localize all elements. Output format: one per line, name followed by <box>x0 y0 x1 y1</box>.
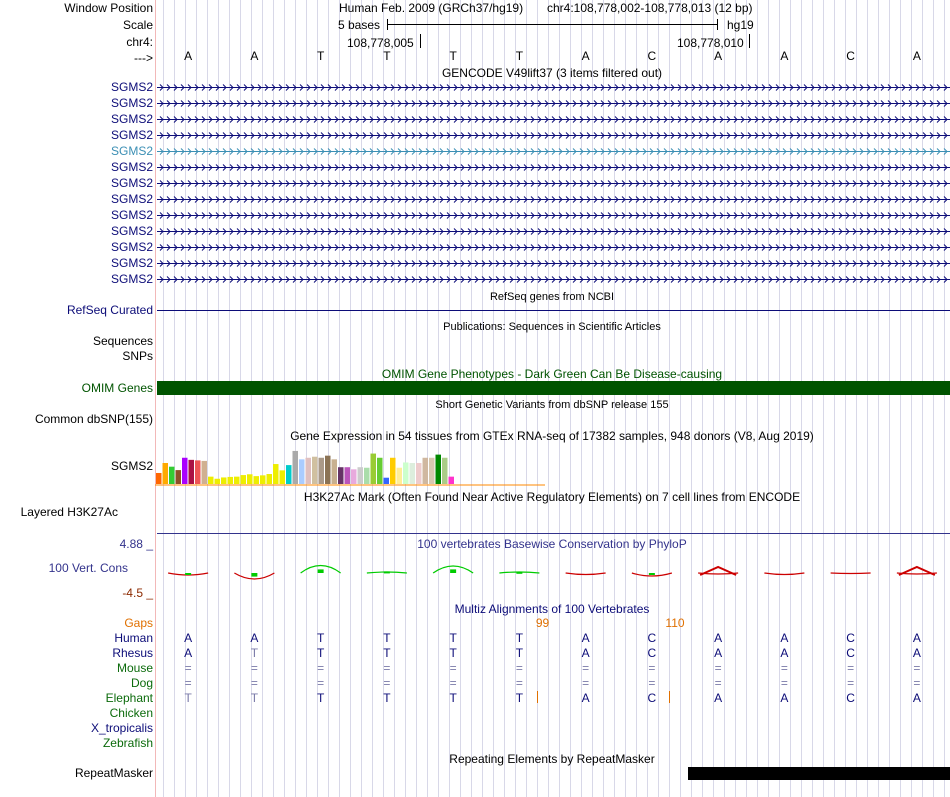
alignment-base: T <box>250 646 259 660</box>
gap-marker <box>537 691 538 703</box>
alignment-base: = <box>515 676 523 690</box>
gtex-tissue-bar <box>267 474 273 484</box>
h3k27ac-baseline <box>157 533 950 534</box>
alignment-base: = <box>317 661 325 675</box>
alignment-base: = <box>714 676 722 690</box>
conservation-max: 4.88 _ <box>119 537 153 551</box>
alignment-base: = <box>582 676 590 690</box>
dbsnp-label[interactable]: Common dbSNP(155) <box>34 412 153 426</box>
species-label[interactable]: Dog <box>130 676 153 690</box>
alignment-base: A <box>250 631 259 645</box>
omim-label[interactable]: OMIM Genes <box>81 381 153 395</box>
conservation-plot[interactable] <box>157 545 950 597</box>
scale-bar-text: 5 bases <box>338 18 381 32</box>
alignment-base: = <box>383 661 391 675</box>
alignment-base: A <box>912 631 921 645</box>
gencode-transcript-line[interactable] <box>157 147 950 156</box>
base-letter: T <box>316 49 325 63</box>
gtex-tissue-bar <box>299 459 305 484</box>
base-letter: T <box>449 49 457 63</box>
gtex-tissue-bar <box>215 479 221 484</box>
omim-gene-bar[interactable] <box>157 381 950 395</box>
alignment-base: T <box>515 691 524 705</box>
base-letter: A <box>912 49 921 63</box>
alignment-base: A <box>912 646 921 660</box>
alignment-base: = <box>714 661 722 675</box>
gtex-tissue-bar <box>436 455 442 484</box>
gencode-track-title[interactable]: GENCODE V49lift37 (3 items filtered out) <box>441 66 663 80</box>
alignment-base: = <box>847 661 855 675</box>
species-label[interactable]: Elephant <box>105 691 153 705</box>
alignment-base: A <box>912 691 921 705</box>
window-position-label: Window Position <box>64 1 153 15</box>
gencode-transcript-line[interactable] <box>157 259 950 268</box>
gap-count: 110 <box>665 616 685 630</box>
multiz-track-title[interactable]: Multiz Alignments of 100 Vertebrates <box>454 602 650 616</box>
gtex-tissue-bar <box>442 458 448 484</box>
gtex-tissue-bar <box>156 473 162 484</box>
gtex-tissue-bar <box>390 458 396 484</box>
base-letter: A <box>250 49 259 63</box>
coord-left-tick <box>420 34 421 48</box>
coord-left: 108,778,005 <box>347 36 414 50</box>
conservation-label[interactable]: 100 Vert. Cons <box>48 561 128 575</box>
gencode-item-label[interactable]: SGMS2 <box>110 208 153 222</box>
alignment-base: T <box>515 631 524 645</box>
alignment-base: T <box>383 691 391 705</box>
base-letter: A <box>714 49 723 63</box>
gtex-tissue-bar <box>403 462 409 484</box>
alignment-base: A <box>714 691 723 705</box>
base-letter: T <box>383 49 391 63</box>
gencode-transcript-line[interactable] <box>157 115 950 124</box>
alignment-base: = <box>250 676 258 690</box>
gencode-item-label[interactable]: SGMS2 <box>110 96 153 110</box>
conservation-marker <box>318 569 324 573</box>
gencode-transcript-line[interactable] <box>157 227 950 236</box>
gencode-item-label[interactable]: SGMS2 <box>110 240 153 254</box>
conservation-min: -4.5 _ <box>122 586 153 600</box>
alignment-base: C <box>846 646 855 660</box>
gtex-tissue-bar <box>345 467 351 484</box>
base-letter: T <box>515 49 524 63</box>
scale-bar-right-tick <box>717 19 718 30</box>
base-letter: C <box>846 49 855 63</box>
gtex-tissue-bar <box>260 475 266 484</box>
gtex-tissue-bar <box>208 477 214 484</box>
gtex-tissue-bar <box>371 454 377 484</box>
alignment-base: A <box>184 631 193 645</box>
gtex-label[interactable]: SGMS2 <box>110 459 153 473</box>
gtex-tissue-bar <box>351 469 357 484</box>
gencode-item-label[interactable]: SGMS2 <box>110 128 153 142</box>
gencode-item-label[interactable]: SGMS2 <box>110 192 153 206</box>
gencode-item-label[interactable]: SGMS2 <box>110 144 153 158</box>
alignment-base: = <box>449 661 457 675</box>
coord-right-tick <box>749 34 750 48</box>
conservation-marker <box>450 569 456 573</box>
species-label[interactable]: Zebrafish <box>102 736 153 750</box>
h3k27ac-label[interactable]: Layered H3K27Ac <box>20 505 118 519</box>
dbsnp-track-title[interactable]: Short Genetic Variants from dbSNP release 155 <box>435 399 669 411</box>
gtex-tissue-bar <box>286 465 292 484</box>
gtex-tissue-bar <box>221 477 227 484</box>
gtex-tissue-bar <box>293 451 299 484</box>
alignment-base: = <box>847 676 855 690</box>
conservation-curve <box>566 573 606 575</box>
alignment-base: T <box>316 691 325 705</box>
gencode-item-label[interactable]: SGMS2 <box>110 224 153 238</box>
strand-label: ---> <box>134 51 153 65</box>
gtex-tissue-bar <box>384 478 390 484</box>
alignment-base: = <box>184 676 192 690</box>
alignment-base: T <box>250 691 259 705</box>
base-letter: A <box>184 49 193 63</box>
alignment-base: A <box>581 631 590 645</box>
gtex-tissue-bar <box>280 470 286 484</box>
gencode-transcript-line[interactable] <box>157 243 950 252</box>
gtex-tissue-bar <box>169 467 175 484</box>
conservation-marker <box>185 573 191 575</box>
gtex-tissue-bar <box>189 460 195 484</box>
scale-bar-left-tick <box>387 19 388 30</box>
gtex-tissue-bar <box>416 463 422 484</box>
gtex-tissue-bar <box>319 458 325 484</box>
coord-right: 108,778,010 <box>677 36 744 50</box>
species-label[interactable]: X_tropicalis <box>90 721 153 735</box>
alignment-base: T <box>449 631 457 645</box>
species-label[interactable]: Human <box>114 631 153 645</box>
species-label[interactable]: Rhesus <box>112 646 153 660</box>
gencode-item-label[interactable]: SGMS2 <box>110 256 153 270</box>
gtex-tissue-bar <box>182 458 188 484</box>
alignment-base: = <box>913 661 921 675</box>
gtex-tissue-bar <box>332 459 338 484</box>
sequences-label[interactable]: Sequences <box>92 334 153 348</box>
alignment-base: T <box>184 691 192 705</box>
publications-track-title[interactable]: Publications: Sequences in Scientific Articles <box>443 321 661 333</box>
alignment-base: = <box>515 661 523 675</box>
gencode-item-label[interactable]: SGMS2 <box>110 160 153 174</box>
gtex-tissue-bar <box>254 476 260 484</box>
alignment-base: A <box>184 646 193 660</box>
repeatmasker-track-title[interactable]: Repeating Elements by RepeatMasker <box>449 752 655 766</box>
alignment-base: C <box>846 691 855 705</box>
gtex-bar-chart[interactable] <box>155 444 545 486</box>
alignment-base: A <box>780 691 789 705</box>
chrom-label: chr4: <box>126 35 153 49</box>
refseq-gene-line[interactable] <box>157 310 950 311</box>
alignment-base: T <box>449 691 457 705</box>
alignment-base: = <box>317 676 325 690</box>
position-readout: chr4:108,778,002-108,778,013 (12 bp) <box>547 1 753 15</box>
alignment-base: = <box>449 676 457 690</box>
gtex-tissue-bar <box>410 463 416 484</box>
alignment-base: = <box>648 661 656 675</box>
gtex-tissue-bar <box>241 475 247 484</box>
gencode-item-label[interactable]: SGMS2 <box>110 112 153 126</box>
alignment-base: = <box>780 676 788 690</box>
alignment-base: A <box>581 646 590 660</box>
gtex-tissue-bar <box>429 458 435 484</box>
gaps-label[interactable]: Gaps <box>124 616 153 630</box>
alignment-base: = <box>648 676 656 690</box>
gap-marker <box>669 691 670 703</box>
scale-db-label: hg19 <box>727 18 754 32</box>
refseq-track-title[interactable]: RefSeq genes from NCBI <box>489 291 615 303</box>
alignment-base: T <box>515 646 524 660</box>
repeatmasker-element[interactable] <box>688 767 950 780</box>
gtex-tissue-bar <box>423 458 429 484</box>
gencode-transcript-line[interactable] <box>157 131 950 140</box>
alignment-base: A <box>581 691 590 705</box>
gencode-transcript-line[interactable] <box>157 275 950 284</box>
alignment-base: T <box>449 646 457 660</box>
gencode-item-label[interactable]: SGMS2 <box>110 272 153 286</box>
alignment-base: C <box>647 631 657 645</box>
scale-label: Scale <box>122 18 153 32</box>
gtex-tissue-bar <box>325 456 331 484</box>
gtex-track-title[interactable]: Gene Expression in 54 tissues from GTEx RNA-seq of 17382 samples, 948 donors (V8, Aug 2019) <box>290 429 814 443</box>
gtex-tissue-bar <box>273 464 279 484</box>
base-letter: C <box>647 49 657 63</box>
alignment-base: A <box>714 646 723 660</box>
h3k27ac-track-title[interactable]: H3K27Ac Mark (Often Found Near Active Regulatory Elements) on 7 cell lines from ENCODE <box>303 490 801 504</box>
gtex-tissue-bar <box>358 467 364 484</box>
alignment-base: = <box>913 676 921 690</box>
gtex-tissue-bar <box>338 467 344 484</box>
alignment-base: C <box>846 631 855 645</box>
gencode-transcript-line[interactable] <box>157 83 950 92</box>
gtex-tissue-bar <box>397 468 403 484</box>
gtex-tissue-bar <box>195 460 201 484</box>
alignment-base: = <box>582 661 590 675</box>
omim-track-title[interactable]: OMIM Gene Phenotypes - Dark Green Can Be Disease-causing <box>381 367 723 381</box>
gtex-tissue-bar <box>306 458 312 484</box>
alignment-base: C <box>647 646 657 660</box>
alignment-base: T <box>383 646 391 660</box>
alignment-base: C <box>647 691 657 705</box>
gtex-tissue-bar <box>312 457 318 484</box>
gencode-transcript-line[interactable] <box>157 163 950 172</box>
assembly-title: Human Feb. 2009 (GRCh37/hg19) <box>339 1 524 15</box>
base-letter: A <box>581 49 590 63</box>
alignment-base: A <box>780 631 789 645</box>
snps-label[interactable]: SNPs <box>122 349 153 363</box>
gap-count: 99 <box>535 616 550 630</box>
gencode-item-label[interactable]: SGMS2 <box>110 80 153 94</box>
gencode-item-label[interactable]: SGMS2 <box>110 176 153 190</box>
alignment-base: A <box>780 646 789 660</box>
gtex-tissue-bar <box>202 461 208 484</box>
conservation-marker <box>516 572 522 574</box>
gtex-tissue-bar <box>364 468 370 484</box>
alignment-base: = <box>184 661 192 675</box>
species-label[interactable]: Mouse <box>116 661 153 675</box>
conservation-marker <box>384 571 390 573</box>
alignment-base: T <box>316 646 325 660</box>
alignment-base: A <box>714 631 723 645</box>
base-letter: A <box>780 49 789 63</box>
gtex-tissue-bar <box>176 470 182 484</box>
gencode-transcript-line[interactable] <box>157 195 950 204</box>
scale-bar <box>387 24 718 25</box>
alignment-base: T <box>316 631 325 645</box>
species-label[interactable]: Chicken <box>109 706 153 720</box>
gtex-tissue-bar <box>163 463 169 484</box>
alignment-base: = <box>250 661 258 675</box>
conservation-marker <box>251 573 257 577</box>
refseq-label[interactable]: RefSeq Curated <box>66 303 153 317</box>
gtex-tissue-bar <box>449 477 455 484</box>
alignment-base: T <box>383 631 391 645</box>
conservation-marker <box>649 573 655 575</box>
alignment-base: = <box>780 661 788 675</box>
gtex-tissue-bar <box>377 458 383 484</box>
conservation-curve <box>831 573 871 574</box>
gtex-tissue-bar <box>234 477 240 484</box>
gencode-transcript-line[interactable] <box>157 179 950 188</box>
conservation-track-title[interactable]: 100 vertebrates Basewise Conservation by PhyloP <box>417 537 687 551</box>
gencode-transcript-line[interactable] <box>157 211 950 220</box>
gencode-transcript-line[interactable] <box>157 99 950 108</box>
gtex-tissue-bar <box>228 477 234 484</box>
alignment-base: = <box>383 676 391 690</box>
repeatmasker-label[interactable]: RepeatMasker <box>74 766 153 780</box>
gtex-tissue-bar <box>247 474 253 484</box>
conservation-curve <box>764 573 804 575</box>
